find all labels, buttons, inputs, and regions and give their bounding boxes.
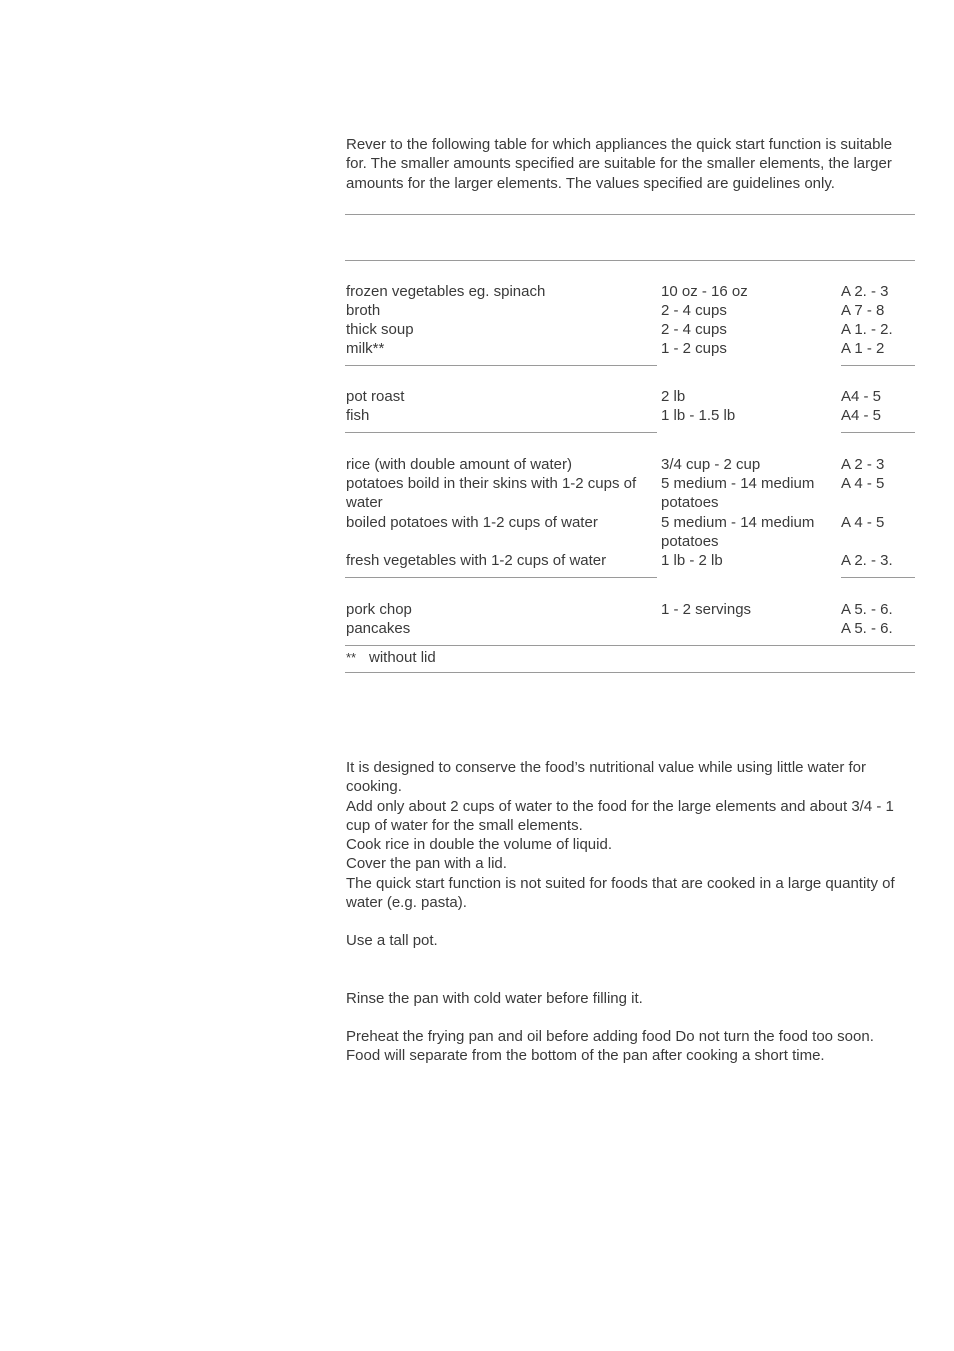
- amount-cell: 1 lb - 2 lb: [661, 552, 723, 569]
- group-rule: [841, 432, 915, 433]
- amount-cell: 1 - 2 cups: [661, 340, 727, 357]
- food-cell: fish: [346, 407, 370, 424]
- amount-cell: 2 - 4 cups: [661, 302, 727, 319]
- group-rule: [841, 365, 915, 366]
- table-top-rule: [345, 214, 915, 215]
- setting-cell: A 4 - 5: [841, 514, 885, 531]
- tip-paragraph: Cook rice in double the volume of liquid.: [346, 836, 612, 853]
- setting-cell: A 2. - 3.: [841, 552, 893, 569]
- group-rule: [345, 432, 657, 433]
- food-cell: fresh vegetables with 1-2 cups of water: [346, 552, 607, 569]
- food-cell: milk**: [346, 340, 385, 357]
- setting-cell: A 5. - 6.: [841, 601, 893, 618]
- setting-cell: A4 - 5: [841, 407, 882, 424]
- footnote-rule: [345, 672, 915, 673]
- setting-cell: A 2 - 3: [841, 456, 885, 473]
- food-cell: thick soup: [346, 321, 414, 338]
- food-cell: broth: [346, 302, 381, 319]
- intro-paragraph: Rever to the following table for which appliances the quick start function is suitable for. The smaller amounts specified are suitable for the smaller elements, the larger amounts for the larger elements. The values specified are guidelines only.: [346, 136, 893, 192]
- setting-cell: A 1 - 2: [841, 340, 885, 357]
- food-cell: rice (with double amount of water): [346, 456, 572, 473]
- footnote-text: without lid: [369, 649, 436, 666]
- table-bottom-rule: [345, 645, 915, 646]
- amount-cell: 2 lb: [661, 388, 686, 405]
- tip-paragraph: Preheat the frying pan and oil before adding food Do not turn the food too soon.: [346, 1028, 874, 1045]
- amount-cell: 1 - 2 servings: [661, 601, 752, 618]
- setting-cell: A 5. - 6.: [841, 620, 893, 637]
- food-cell: pot roast: [346, 388, 405, 405]
- setting-cell: A 2. - 3: [841, 283, 889, 300]
- food-cell: boiled potatoes with 1-2 cups of water: [346, 514, 598, 531]
- tip-paragraph: Use a tall pot.: [346, 932, 438, 949]
- group-rule: [345, 577, 657, 578]
- table-header-rule: [345, 260, 915, 261]
- tip-paragraph: Cover the pan with a lid.: [346, 855, 507, 872]
- food-cell: frozen vegetables eg. spinach: [346, 283, 546, 300]
- tip-paragraph: It is designed to conserve the food’s nutritional value while using little water for cooking.: [346, 759, 867, 796]
- amount-cell: 2 - 4 cups: [661, 321, 727, 338]
- tip-paragraph: The quick start function is not suited for foods that are cooked in a large quantity of water (e.g. pasta).: [346, 875, 895, 912]
- food-cell: pork chop: [346, 601, 412, 618]
- tip-paragraph: Food will separate from the bottom of the pan after cooking a short time.: [346, 1047, 825, 1064]
- group-rule: [345, 365, 657, 366]
- amount-cell: 10 oz - 16 oz: [661, 283, 748, 300]
- food-cell: potatoes boild in their skins with 1-2 cups of water: [346, 475, 637, 512]
- tip-paragraph: Add only about 2 cups of water to the food for the large elements and about 3/4 - 1 cup of water for the small elements.: [346, 798, 894, 835]
- amount-cell: 3/4 cup - 2 cup: [661, 456, 761, 473]
- setting-cell: A 4 - 5: [841, 475, 885, 492]
- group-rule: [841, 577, 915, 578]
- setting-cell: A4 - 5: [841, 388, 882, 405]
- setting-cell: A 7 - 8: [841, 302, 885, 319]
- footnote-mark: **: [346, 650, 357, 665]
- amount-cell: 1 lb - 1.5 lb: [661, 407, 736, 424]
- setting-cell: A 1. - 2.: [841, 321, 893, 338]
- food-cell: pancakes: [346, 620, 411, 637]
- tip-paragraph: Rinse the pan with cold water before filling it.: [346, 990, 643, 1007]
- amount-cell: 5 medium - 14 medium potatoes: [661, 514, 815, 551]
- amount-cell: 5 medium - 14 medium potatoes: [661, 475, 815, 512]
